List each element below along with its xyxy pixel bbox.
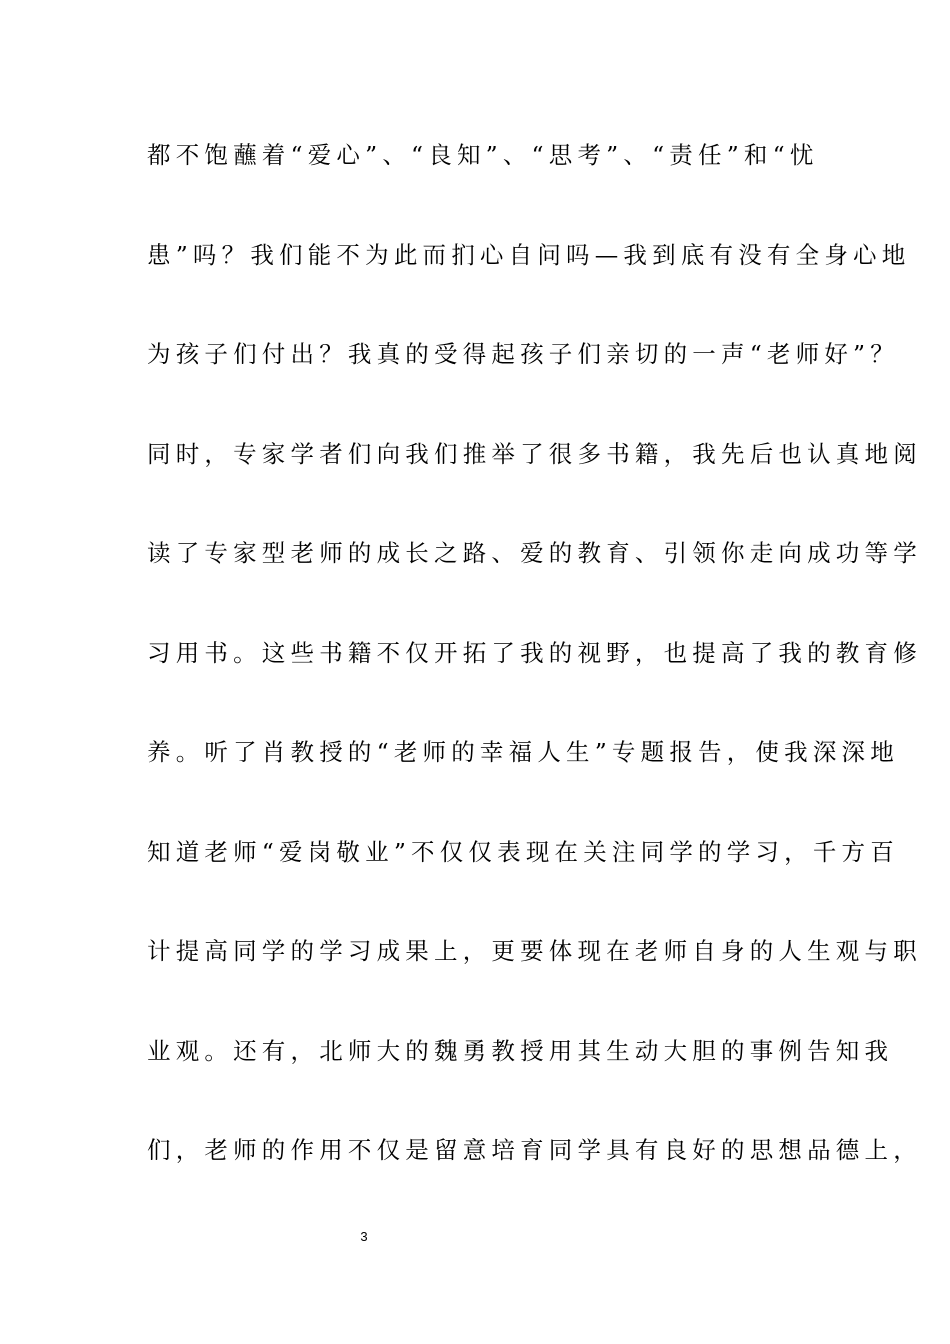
text-line: 知道老师“爱岗敬业”不仅仅表现在关注同学的学习，千方百 (147, 837, 899, 866)
text-line: 养。听了肖教授的“老师的幸福人生”专题报告，使我深深地 (147, 738, 899, 766)
text-line: 患”吗？我们能不为此而扪心自问吗—我到底有没有全身心地 (147, 240, 911, 269)
text-line: 计提高同学的学习成果上，更要体现在老师自身的人生观与职 (147, 937, 922, 965)
text-line: 同时，专家学者们向我们推举了很多书籍，我先后也认真地阅 (147, 439, 922, 468)
text-line: 们，老师的作用不仅是留意培育同学具有良好的思想品德上， (147, 1136, 922, 1164)
text-line: 读了专家型老师的成长之路、爱的教育、引领你走向成功等学 (147, 539, 922, 567)
text-line: 习用书。这些书籍不仅开拓了我的视野，也提高了我的教育修 (147, 638, 922, 667)
text-line: 为孩子们付出？我真的受得起孩子们亲切的一声“老师好”？ (147, 340, 899, 368)
body-text (147, 130, 922, 1225)
text-line: 都不饱蘸着“爱心”、“良知”、“思考”、“责任”和“忧 (147, 141, 819, 169)
page-number: 3 (360, 1229, 368, 1244)
text-line: 业观。还有，北师大的魏勇教授用其生动大胆的事例告知我 (147, 1036, 894, 1065)
